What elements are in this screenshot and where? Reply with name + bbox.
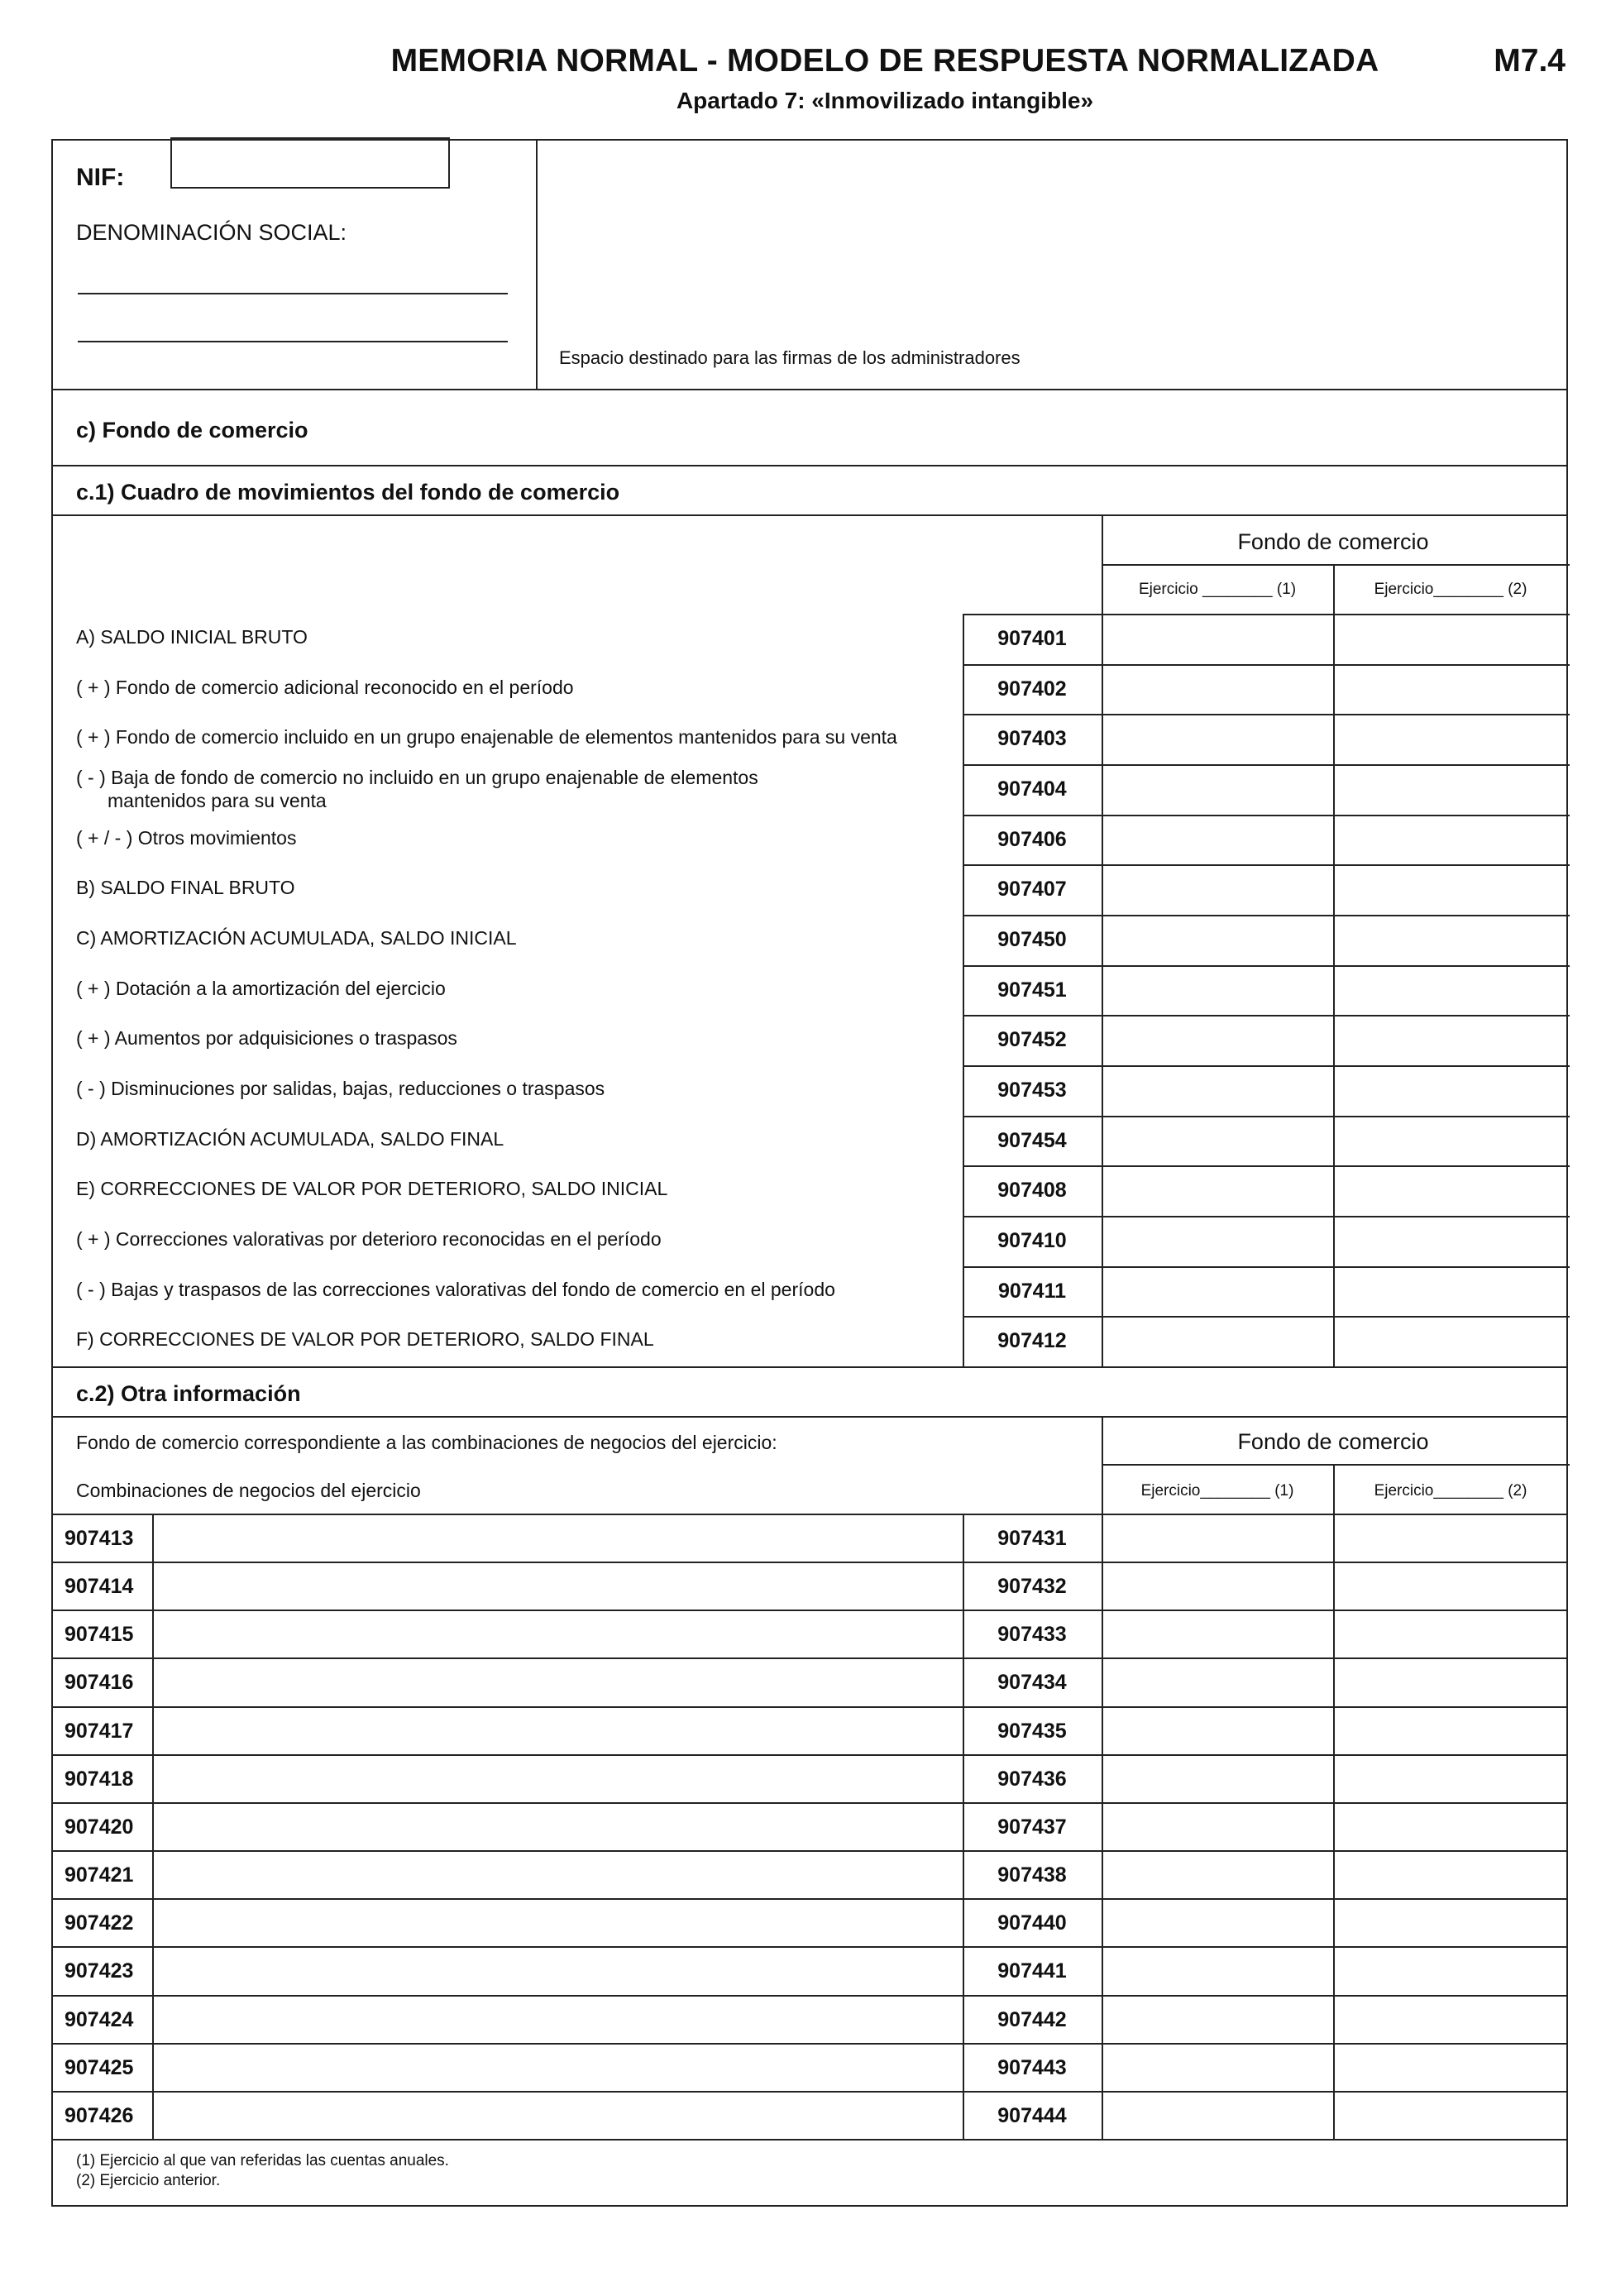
c2-description-cell[interactable] bbox=[155, 2045, 959, 2089]
section-c1-title: c.1) Cuadro de movimientos del fondo de comercio bbox=[76, 480, 620, 505]
c1-row-label: C) AMORTIZACIÓN ACUMULADA, SALDO INICIAL bbox=[76, 927, 517, 949]
c2-row-code-right: 907437 bbox=[997, 1815, 1067, 1839]
c1-value-cell-1[interactable] bbox=[1103, 916, 1331, 964]
divider bbox=[53, 389, 1566, 390]
c2-value-cell-2[interactable] bbox=[1335, 1997, 1563, 2041]
c2-description-cell[interactable] bbox=[155, 1948, 959, 1992]
c2-value-cell-2[interactable] bbox=[1335, 1708, 1563, 1753]
c2-value-cell-1[interactable] bbox=[1103, 1563, 1331, 1608]
c2-value-cell-1[interactable] bbox=[1103, 1611, 1331, 1656]
c1-value-cell-2[interactable] bbox=[1335, 666, 1563, 713]
divider bbox=[53, 2139, 1566, 2141]
c1-value-cell-1[interactable] bbox=[1103, 866, 1331, 913]
identification-block bbox=[53, 141, 538, 389]
c1-row-code: 907404 bbox=[997, 777, 1067, 801]
c1-value-cell-2[interactable] bbox=[1335, 1318, 1563, 1365]
form-frame bbox=[51, 139, 1568, 2207]
c2-description: Fondo de comercio correspondiente a las combinaciones de negocios del ejercicio: bbox=[76, 1432, 777, 1453]
c1-row-code: 907408 bbox=[997, 1179, 1067, 1203]
c2-value-cell-1[interactable] bbox=[1103, 1708, 1331, 1753]
c2-value-cell-1[interactable] bbox=[1103, 2045, 1331, 2089]
c1-value-cell-1[interactable] bbox=[1103, 715, 1331, 763]
c1-row-label: E) CORRECCIONES DE VALOR POR DETERIORO, SALDO INICIAL bbox=[76, 1178, 668, 1200]
c2-row-code-left: 907422 bbox=[65, 1911, 134, 1935]
c1-value-cell-1[interactable] bbox=[1103, 615, 1331, 662]
c2-description-cell[interactable] bbox=[155, 1804, 959, 1849]
c1-row-label: ( + / - ) Otros movimientos bbox=[76, 826, 297, 849]
c2-value-cell-1[interactable] bbox=[1103, 1804, 1331, 1849]
c2-subdescription: Combinaciones de negocios del ejercicio bbox=[76, 1480, 421, 1501]
c1-row-code: 907412 bbox=[997, 1329, 1067, 1353]
c1-value-cell-2[interactable] bbox=[1335, 866, 1563, 913]
c1-row-code: 907410 bbox=[997, 1229, 1067, 1253]
footnote-1: (1) Ejercicio al que van referidas las cuentas anuales. bbox=[76, 2152, 449, 2169]
c1-row-label: ( + ) Dotación a la amortización del ejercicio bbox=[76, 977, 446, 999]
c1-row-label: ( + ) Aumentos por adquisiciones o traspasos bbox=[76, 1027, 457, 1050]
page-subtitle: Apartado 7: «Inmovilizado intangible» bbox=[676, 88, 1094, 113]
c2-row-code-right: 907440 bbox=[997, 1911, 1067, 1935]
c2-value-cell-1[interactable] bbox=[1103, 1515, 1331, 1560]
c1-value-cell-2[interactable] bbox=[1335, 1016, 1563, 1064]
denominacion-line-1[interactable] bbox=[78, 293, 508, 294]
c2-column-group-header: Fondo de comercio bbox=[1237, 1429, 1429, 1454]
c2-value-cell-2[interactable] bbox=[1335, 1852, 1563, 1897]
c2-row-code-right: 907434 bbox=[997, 1671, 1067, 1695]
c2-row-code-left: 907414 bbox=[65, 1575, 134, 1599]
c1-col2-header: Ejercicio________ (2) bbox=[1374, 581, 1527, 598]
c2-description-cell[interactable] bbox=[155, 1852, 959, 1897]
divider bbox=[53, 465, 1566, 466]
c1-value-cell-2[interactable] bbox=[1335, 1117, 1563, 1165]
c1-value-cell-1[interactable] bbox=[1103, 1016, 1331, 1064]
c1-value-cell-1[interactable] bbox=[1103, 1318, 1331, 1365]
c1-value-cell-1[interactable] bbox=[1103, 766, 1331, 813]
c1-row-code: 907454 bbox=[997, 1128, 1067, 1152]
divider bbox=[53, 1416, 1566, 1418]
c1-row-code: 907453 bbox=[997, 1079, 1067, 1103]
c1-value-cell-2[interactable] bbox=[1335, 816, 1563, 863]
c1-row-label: ( - ) Disminuciones por salidas, bajas, reducciones o traspasos bbox=[76, 1078, 605, 1100]
c1-column-group-header: Fondo de comercio bbox=[1237, 529, 1429, 554]
c2-value-cell-1[interactable] bbox=[1103, 2093, 1331, 2137]
c2-value-cell-2[interactable] bbox=[1335, 1611, 1563, 1656]
c2-row-code-left: 907423 bbox=[65, 1959, 134, 1983]
c1-row-label-line: mantenidos para su venta bbox=[108, 790, 327, 811]
c2-description-cell[interactable] bbox=[155, 2093, 959, 2137]
c1-row-label-line: ( - ) Baja de fondo de comercio no incluido en un grupo enajenable de elementos bbox=[76, 767, 758, 788]
c1-value-cell-1[interactable] bbox=[1103, 1167, 1331, 1214]
c2-description-cell[interactable] bbox=[155, 1515, 959, 1560]
c2-row-code-left: 907418 bbox=[65, 1767, 134, 1791]
c2-value-cell-2[interactable] bbox=[1335, 1659, 1563, 1704]
c1-row-label: ( - ) Bajas y traspasos de las correcciones valorativas del fondo de comercio en el período bbox=[76, 1278, 835, 1300]
c1-row-label: D) AMORTIZACIÓN ACUMULADA, SALDO FINAL bbox=[76, 1127, 504, 1150]
c1-row-code: 907452 bbox=[997, 1028, 1067, 1052]
c1-value-cell-1[interactable] bbox=[1103, 1117, 1331, 1165]
c2-row-code-right: 907442 bbox=[997, 2007, 1067, 2031]
c2-description-cell[interactable] bbox=[155, 1708, 959, 1753]
c2-value-cell-2[interactable] bbox=[1335, 1563, 1563, 1608]
c2-row-code-right: 907433 bbox=[997, 1623, 1067, 1647]
c2-row-code-left: 907421 bbox=[65, 1863, 134, 1887]
c2-value-cell-1[interactable] bbox=[1103, 1852, 1331, 1897]
c2-description-cell[interactable] bbox=[155, 1563, 959, 1608]
section-c2-title: c.2) Otra información bbox=[76, 1381, 301, 1406]
denominacion-line-2[interactable] bbox=[78, 341, 508, 342]
c2-col1-header: Ejercicio________ (1) bbox=[1140, 1482, 1294, 1500]
c1-value-cell-1[interactable] bbox=[1103, 1067, 1331, 1114]
c1-value-cell-2[interactable] bbox=[1335, 916, 1563, 964]
page-title: MEMORIA NORMAL - MODELO DE RESPUESTA NORMALIZADA bbox=[390, 43, 1379, 79]
c1-row-label: F) CORRECCIONES DE VALOR POR DETERIORO, SALDO FINAL bbox=[76, 1328, 654, 1351]
c2-value-cell-2[interactable] bbox=[1335, 1756, 1563, 1801]
section-c-title: c) Fondo de comercio bbox=[76, 418, 308, 442]
c2-row-code-right: 907435 bbox=[997, 1719, 1067, 1743]
c2-row-code-right: 907436 bbox=[997, 1767, 1067, 1791]
c2-row-code-left: 907425 bbox=[65, 2055, 134, 2079]
c1-value-cell-1[interactable] bbox=[1103, 967, 1331, 1014]
c1-value-cell-2[interactable] bbox=[1335, 1167, 1563, 1214]
c2-col2-header: Ejercicio________ (2) bbox=[1374, 1482, 1527, 1500]
c2-value-cell-1[interactable] bbox=[1103, 1948, 1331, 1992]
c1-value-cell-1[interactable] bbox=[1103, 816, 1331, 863]
c2-row-code-left: 907420 bbox=[65, 1815, 134, 1839]
c1-row-label: A) SALDO INICIAL BRUTO bbox=[76, 626, 308, 648]
c1-col1-header: Ejercicio ________ (1) bbox=[1138, 581, 1297, 598]
c1-row-code: 907450 bbox=[997, 928, 1067, 952]
c1-row-code: 907403 bbox=[997, 727, 1067, 751]
c2-value-cell-2[interactable] bbox=[1335, 1804, 1563, 1849]
c1-row-label: B) SALDO FINAL BRUTO bbox=[76, 877, 295, 899]
c2-description-cell[interactable] bbox=[155, 1611, 959, 1656]
c2-value-cell-2[interactable] bbox=[1335, 1948, 1563, 1992]
c1-value-cell-2[interactable] bbox=[1335, 967, 1563, 1014]
c2-value-cell-2[interactable] bbox=[1335, 1900, 1563, 1944]
c1-value-cell-2[interactable] bbox=[1335, 615, 1563, 662]
c1-value-cell-2[interactable] bbox=[1335, 1067, 1563, 1114]
c1-row-code: 907407 bbox=[997, 878, 1067, 902]
c2-description-cell[interactable] bbox=[155, 1756, 959, 1801]
c1-value-cell-2[interactable] bbox=[1335, 766, 1563, 813]
c2-row-code-left: 907417 bbox=[65, 1719, 134, 1743]
c1-value-cell-1[interactable] bbox=[1103, 666, 1331, 713]
c1-value-cell-2[interactable] bbox=[1335, 1217, 1563, 1265]
c2-row-code-right: 907438 bbox=[997, 1863, 1067, 1887]
c1-row-label: ( + ) Fondo de comercio incluido en un grupo enajenable de elementos mantenidos para su venta bbox=[76, 726, 897, 749]
signature-area-text: Espacio destinado para las firmas de los administradores bbox=[559, 347, 1021, 368]
c1-value-cell-1[interactable] bbox=[1103, 1268, 1331, 1315]
c2-row-code-right: 907441 bbox=[997, 1959, 1067, 1983]
divider bbox=[53, 514, 1566, 516]
c2-row-code-left: 907415 bbox=[65, 1623, 134, 1647]
c2-value-cell-2[interactable] bbox=[1335, 2045, 1563, 2089]
col-divider bbox=[152, 1514, 154, 2139]
c2-value-cell-1[interactable] bbox=[1103, 1997, 1331, 2041]
c1-row-code: 907451 bbox=[997, 978, 1067, 1002]
c2-description-cell[interactable] bbox=[155, 1900, 959, 1944]
c2-value-cell-1[interactable] bbox=[1103, 1659, 1331, 1704]
c1-row-code: 907401 bbox=[997, 627, 1067, 650]
c1-row-code: 907406 bbox=[997, 827, 1067, 851]
divider bbox=[1102, 564, 1570, 566]
footnote-2: (2) Ejercicio anterior. bbox=[76, 2172, 221, 2189]
c2-row-code-right: 907444 bbox=[997, 2103, 1067, 2127]
c1-value-cell-1[interactable] bbox=[1103, 1217, 1331, 1265]
nif-input[interactable] bbox=[170, 137, 450, 189]
c1-row-label: ( + ) Correcciones valorativas por deterioro reconocidas en el período bbox=[76, 1228, 662, 1251]
c2-description-cell[interactable] bbox=[155, 1997, 959, 2041]
c2-row-code-right: 907432 bbox=[997, 1575, 1067, 1599]
model-code: M7.4 bbox=[1494, 43, 1566, 79]
c2-row-code-left: 907424 bbox=[65, 2007, 134, 2031]
divider bbox=[53, 1366, 1566, 1368]
nif-label: NIF: bbox=[76, 164, 125, 191]
c1-value-cell-2[interactable] bbox=[1335, 715, 1563, 763]
c2-value-cell-2[interactable] bbox=[1335, 2093, 1563, 2137]
c2-value-cell-1[interactable] bbox=[1103, 1900, 1331, 1944]
c1-row-code: 907411 bbox=[997, 1279, 1067, 1303]
c2-row-code-right: 907431 bbox=[997, 1527, 1067, 1550]
c2-value-cell-1[interactable] bbox=[1103, 1756, 1331, 1801]
c2-row-code-left: 907426 bbox=[65, 2103, 134, 2127]
c2-row-code-left: 907413 bbox=[65, 1527, 134, 1550]
denominacion-label: DENOMINACIÓN SOCIAL: bbox=[76, 220, 347, 245]
c2-value-cell-2[interactable] bbox=[1335, 1515, 1563, 1560]
c2-row-code-left: 907416 bbox=[65, 1671, 134, 1695]
c1-row-label bbox=[76, 766, 758, 812]
c1-value-cell-2[interactable] bbox=[1335, 1268, 1563, 1315]
c1-row-code: 907402 bbox=[997, 677, 1067, 701]
c1-row-label: ( + ) Fondo de comercio adicional reconocido en el período bbox=[76, 676, 574, 698]
c2-row-code-right: 907443 bbox=[997, 2055, 1067, 2079]
divider bbox=[1102, 1464, 1570, 1466]
c2-description-cell[interactable] bbox=[155, 1659, 959, 1704]
